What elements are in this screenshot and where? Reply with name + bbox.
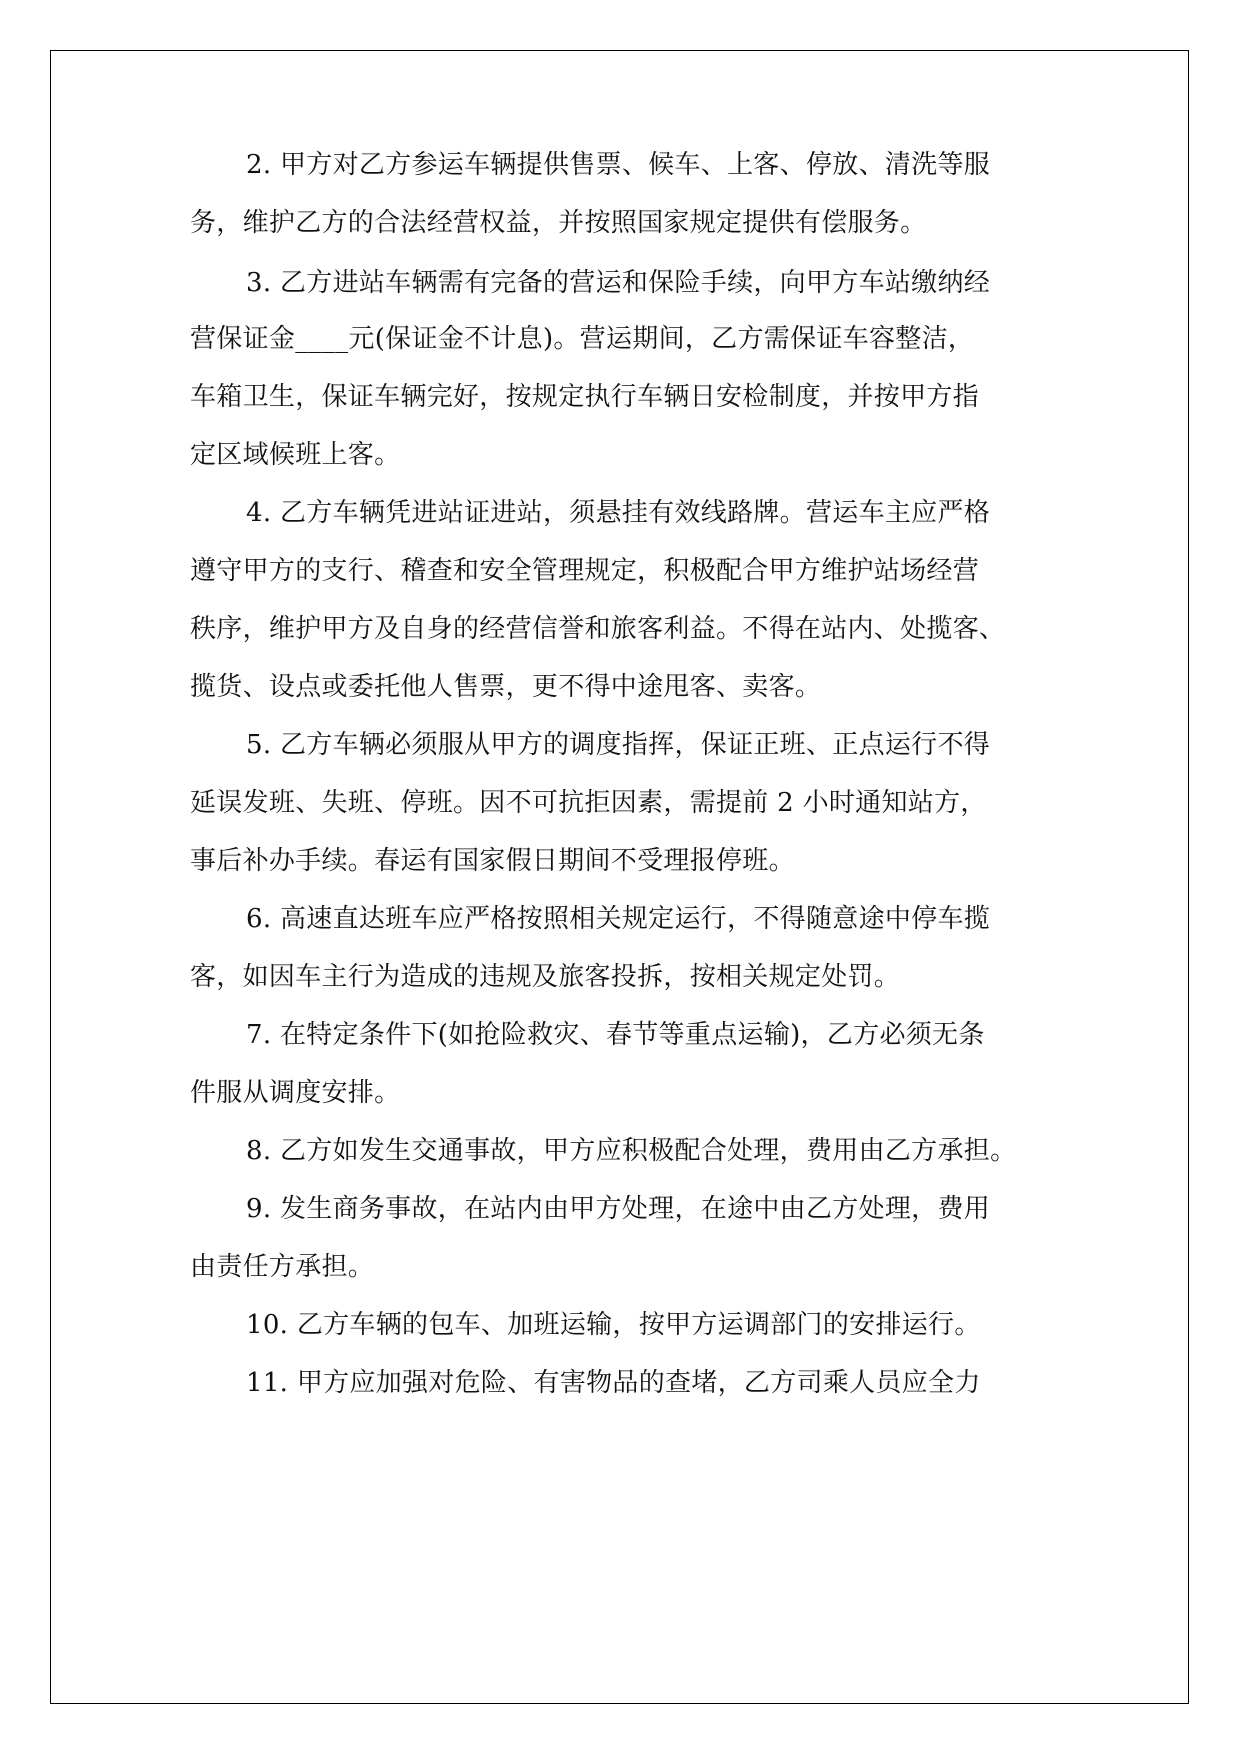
text-line: 件服从调度安排。	[190, 1078, 401, 1108]
text-line: 由责任方承担。	[190, 1252, 375, 1282]
text-line: 定区域候班上客。	[190, 440, 401, 470]
text-line: 10. 乙方车辆的包车、加班运输，按甲方运调部门的安排运行。	[246, 1310, 981, 1340]
text-line: 4. 乙方车辆凭进站证进站，须悬挂有效线路牌。营运车主应严格	[246, 498, 991, 528]
text-line: 务，维护乙方的合法经营权益，并按照国家规定提供有偿服务。	[190, 208, 927, 238]
text-line: 延误发班、失班、停班。因不可抗拒因素，需提前 2 小时通知站方，	[190, 788, 987, 818]
text-line: 揽货、设点或委托他人售票，更不得中途甩客、卖客。	[190, 672, 822, 702]
text-line: 3. 乙方进站车辆需有完备的营运和保险手续，向甲方车站缴纳经	[246, 268, 991, 298]
text-line: 客，如因车主行为造成的违规及旅客投拆，按相关规定处罚。	[190, 962, 901, 992]
text-line: 营保证金____元(保证金不计息)。营运期间，乙方需保证车容整洁，	[190, 324, 975, 354]
text-line: 11. 甲方应加强对危险、有害物品的查堵，乙方司乘人员应全力	[246, 1368, 981, 1398]
text-line: 8. 乙方如发生交通事故，甲方应积极配合处理，费用由乙方承担。	[246, 1136, 1017, 1166]
text-line: 5. 乙方车辆必须服从甲方的调度指挥，保证正班、正点运行不得	[246, 730, 991, 760]
text-line: 2. 甲方对乙方参运车辆提供售票、候车、上客、停放、清洗等服	[246, 150, 991, 180]
text-line: 9. 发生商务事故，在站内由甲方处理，在途中由乙方处理，费用	[246, 1194, 991, 1224]
text-line: 车箱卫生，保证车辆完好，按规定执行车辆日安检制度，并按甲方指	[190, 382, 980, 412]
text-line: 6. 高速直达班车应严格按照相关规定运行，不得随意途中停车揽	[246, 904, 991, 934]
text-line: 事后补办手续。春运有国家假日期间不受理报停班。	[190, 846, 795, 876]
text-line: 秩序，维护甲方及自身的经营信誉和旅客利益。不得在站内、处揽客、	[190, 614, 1006, 644]
text-line: 7. 在特定条件下(如抢险救灾、春节等重点运输)，乙方必须无条	[246, 1020, 985, 1050]
text-line: 遵守甲方的支行、稽查和安全管理规定，积极配合甲方维护站场经营	[190, 556, 980, 586]
